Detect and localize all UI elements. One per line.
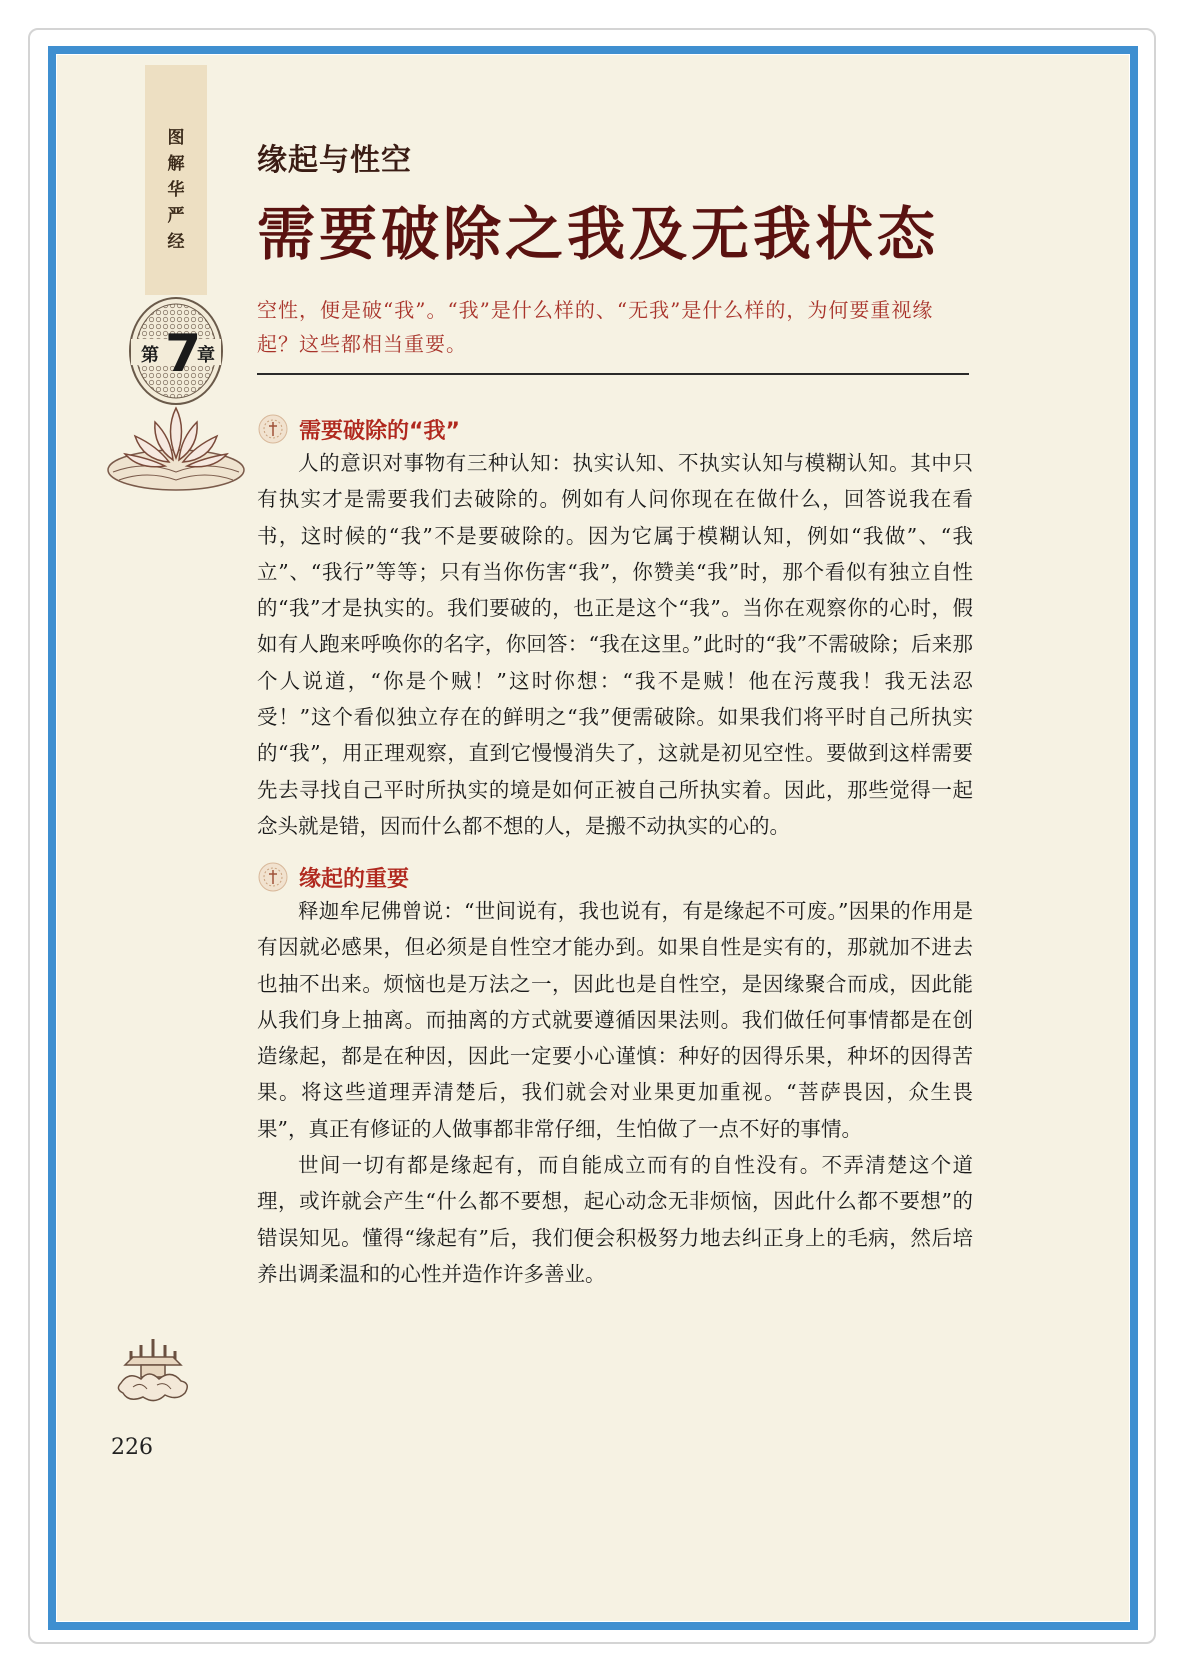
temple-cloud-icon [111, 1323, 195, 1415]
chapter-seal [127, 295, 225, 407]
series-char: 严 [167, 206, 185, 226]
series-char: 经 [167, 232, 185, 252]
section-heading-dependent-origination [257, 861, 409, 893]
section-heading-text: 缘起的重要 [299, 866, 410, 892]
paragraph: 人的意识对事物有三种认知：执实认知、不执实认知与模糊认知。其中只有执实才是需要我们去破除的。例如有人问你现在在做什么，回答说我在看书，这时候的“我”不是要破除的。因为它属于模糊认知，例如“我做”、“我立”、“我行”等等；只有当你伤害“我”，你赞美“我”时，那个看似有独立自性的“我”才是执实的。我们要破的，也正是这个“我”。当你在观察你的心时，假如有人跑来呼唤你的名字，你回答：“我在这里。”此时的“我”不需破除；后来那个人说道，“你是个贼！”这时你想：“我不是贼！他在污蔑我！我无法忍受！”这个看似独立存在的鲜明之“我”便需破除。如果我们将平时自己所执实的“我”，用正理观察，直到它慢慢消失了，这就是初见空性。要做到这样需要先去寻找自己平时所执实的境是如何正被自己所执实着。因此，那些觉得一起念头就是错，因而什么都不想的人，是搬不动执实的心的。 [257, 451, 973, 838]
lotus-icon [105, 400, 247, 494]
page-frame [48, 46, 1138, 1630]
series-title [145, 125, 207, 255]
title-divider [257, 373, 969, 375]
chapter-suffix: 章 [197, 345, 215, 366]
section-heading-text: 需要破除的“我” [299, 418, 460, 444]
dharma-wheel-icon [257, 861, 289, 893]
section-heading-self [257, 413, 460, 445]
paragraph: 世间一切有都是缘起有，而自能成立而有的自性没有。不弄清楚这个道理，或许就会产生“什么都不要想，起心动念无非烦恼，因此什么都不要想”的错误知见。懂得“缘起有”后，我们便会积极努力地去纠正身上的毛病，然后培养出调柔温和的心性并造作许多善业。 [257, 1153, 973, 1286]
paragraph: 释迦牟尼佛曾说：“世间说有，我也说有，有是缘起不可废。”因果的作用是有因就必感果，但必须是自性空才能办到。如果自性是实有的，那就加不进去也抽不出来。烦恼也是万法之一，因此也是自性空，是因缘聚合而成，因此能从我们身上抽离。而抽离的方式就要遵循因果法则。我们做任何事情都是在创造缘起，都是在种因，因此一定要小心谨慎：种好的因得乐果，种坏的因得苦果。将这些道理弄清楚后，我们就会对业果更加重视。“菩萨畏因，众生畏果”，真正有修证的人做事都非常仔细，生怕做了一点不好的事情。 [257, 899, 973, 1141]
dharma-wheel-icon [257, 413, 289, 445]
series-char: 华 [167, 180, 185, 200]
section-kicker: 缘起与性空 [257, 143, 412, 178]
chapter-prefix: 第 [141, 345, 159, 366]
series-char: 解 [167, 154, 185, 174]
book-page [56, 54, 1130, 1622]
chapter-number: 7 [165, 324, 202, 384]
series-char: 图 [167, 128, 185, 148]
page-number: 226 [111, 1435, 153, 1460]
section-body-dependent-origination [257, 893, 973, 1292]
side-tab [145, 65, 207, 295]
intro-text: 空性，便是破“我”。“我”是什么样的、“无我”是什么样的，为何要重视缘起？这些都相当重要。 [257, 298, 934, 356]
section-body-self [257, 445, 973, 844]
page-title: 需要破除之我及无我状态 [257, 200, 940, 268]
